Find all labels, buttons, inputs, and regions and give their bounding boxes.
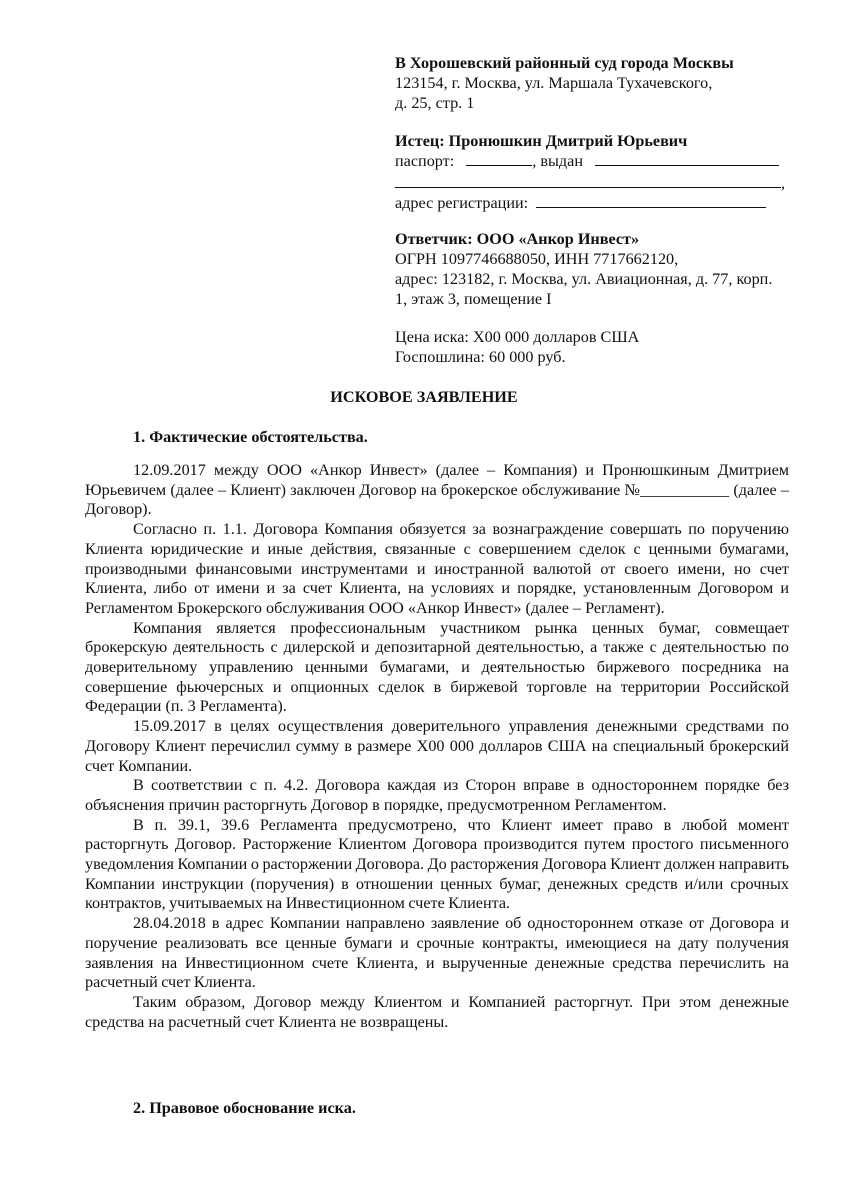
plaintiff-block [395,131,800,213]
passport-line [395,151,800,171]
paragraph: Согласно п. 1.1. Договора Компания обязуется за вознаграждение совершать по поручению Клиента юридические и иные действия, связанные с совершением сделок с ценными бумагами, производными финансовыми инструментами и иностранной валютой от своего имени, но счет Клиента, либо от имени и за счет Клиента, на условиях и порядке, установленным Договором и Регламентом Брокерского обслуживания ООО «Анкор Инвест» (далее – Регламент). [85,520,789,617]
claim-fee: Госпошлина: 60 000 руб. [395,348,566,366]
paragraph: 15.09.2017 в целях осуществления доверительного управления денежными средствами по Договору Клиент перечислил сумму в размере Х00 000 долларов США на специальный брокерский счет Компании. [85,717,789,775]
passport-number-blank [466,151,532,166]
passport-label: паспорт: [395,152,455,170]
registration-label: адрес регистрации: [395,194,529,212]
court-name: В Хорошевский районный суд города Москвы [395,54,734,72]
section1-body [85,461,789,1032]
paragraph: 12.09.2017 между ООО «Анкор Инвест» (далее – Компания) и Пронюшкиным Дмитрием Юрьевичем (далее – Клиент) заключен Договор на брокерское обслуживание №___________ (далее – Договор). [85,461,789,519]
defendant-block [395,229,800,309]
paragraph: Таким образом, Договор между Клиентом и Компанией расторгнут. При этом денежные средства на расчетный счет Клиента не возвращены. [85,992,789,1031]
issued-by-blank [595,151,779,166]
court-address-line1: 123154, г. Москва, ул. Маршала Тухачевского, [395,74,713,92]
passport-continuation-line [395,171,800,193]
claim-price: Цена иска: Х00 000 долларов США [395,328,640,346]
registration-line [395,193,800,213]
issued-by-continuation-blank [395,171,781,188]
paragraph: 28.04.2018 в адрес Компании направлено заявление об одностороннем отказе от Договора и поручение реализовать все ценные бумаги и срочные контракты, имеющиеся на дату получения заявления на Инвестиционном счете Клиента, и вырученные денежные средства перечислить на расчетный счет Клиента. [85,914,789,992]
line-end-comma: , [781,174,786,192]
issued-label: , выдан [532,152,583,170]
section2-title: 2. Правовое обоснование иска. [133,1099,356,1117]
court-address-line2: д. 25, стр. 1 [395,94,475,112]
plaintiff-label: Истец: Пронюшкин Дмитрий Юрьевич [395,132,688,150]
paragraph: В соответствии с п. 4.2. Договора каждая из Сторон вправе в одностороннем порядке без объяснения причин расторгнуть Договор в порядке, предусмотренном Регламентом. [85,776,789,814]
defendant-ogrn-inn: ОГРН 1097746688050, ИНН 7717662120, [395,250,679,268]
paragraph: В п. 39.1, 39.6 Регламента предусмотрено, что Клиент имеет право в любой момент расторгнуть Договор. Расторжение Клиентом Договора производится путем простого письменного уведомления Компании о расторжении Договора. До расторжения Договора Клиент должен направить Компании инструкции (поручения) в отношении ценных бумаг, денежных средств и/или срочных контрактов, учитываемых на Инвестиционном счете Клиента. [85,815,789,913]
registration-blank [536,193,766,208]
paragraph: Компания является профессиональным участником рынка ценных бумаг, совмещает брокерскую деятельность с дилерской и депозитарной деятельностью, а также с деятельностью по доверительному управлению ценными бумагами, и деятельностью биржевого посредника на совершение фьючерсных и опционных сделок в биржевой торговле на территории Российской Федерации (п. 3 Регламента). [85,618,789,716]
defendant-address-line1: адрес: 123182, г. Москва, ул. Авиационная, д. 77, корп. [395,270,773,288]
court-block [395,53,800,113]
section1-title: 1. Фактические обстоятельства. [133,428,368,446]
document-title: ИСКОВОЕ ЗАЯВЛЕНИЕ [330,388,518,406]
claim-block [395,327,800,367]
defendant-label: Ответчик: ООО «Анкор Инвест» [395,230,640,248]
defendant-address-line2: 1, этаж 3, помещение I [395,290,552,308]
